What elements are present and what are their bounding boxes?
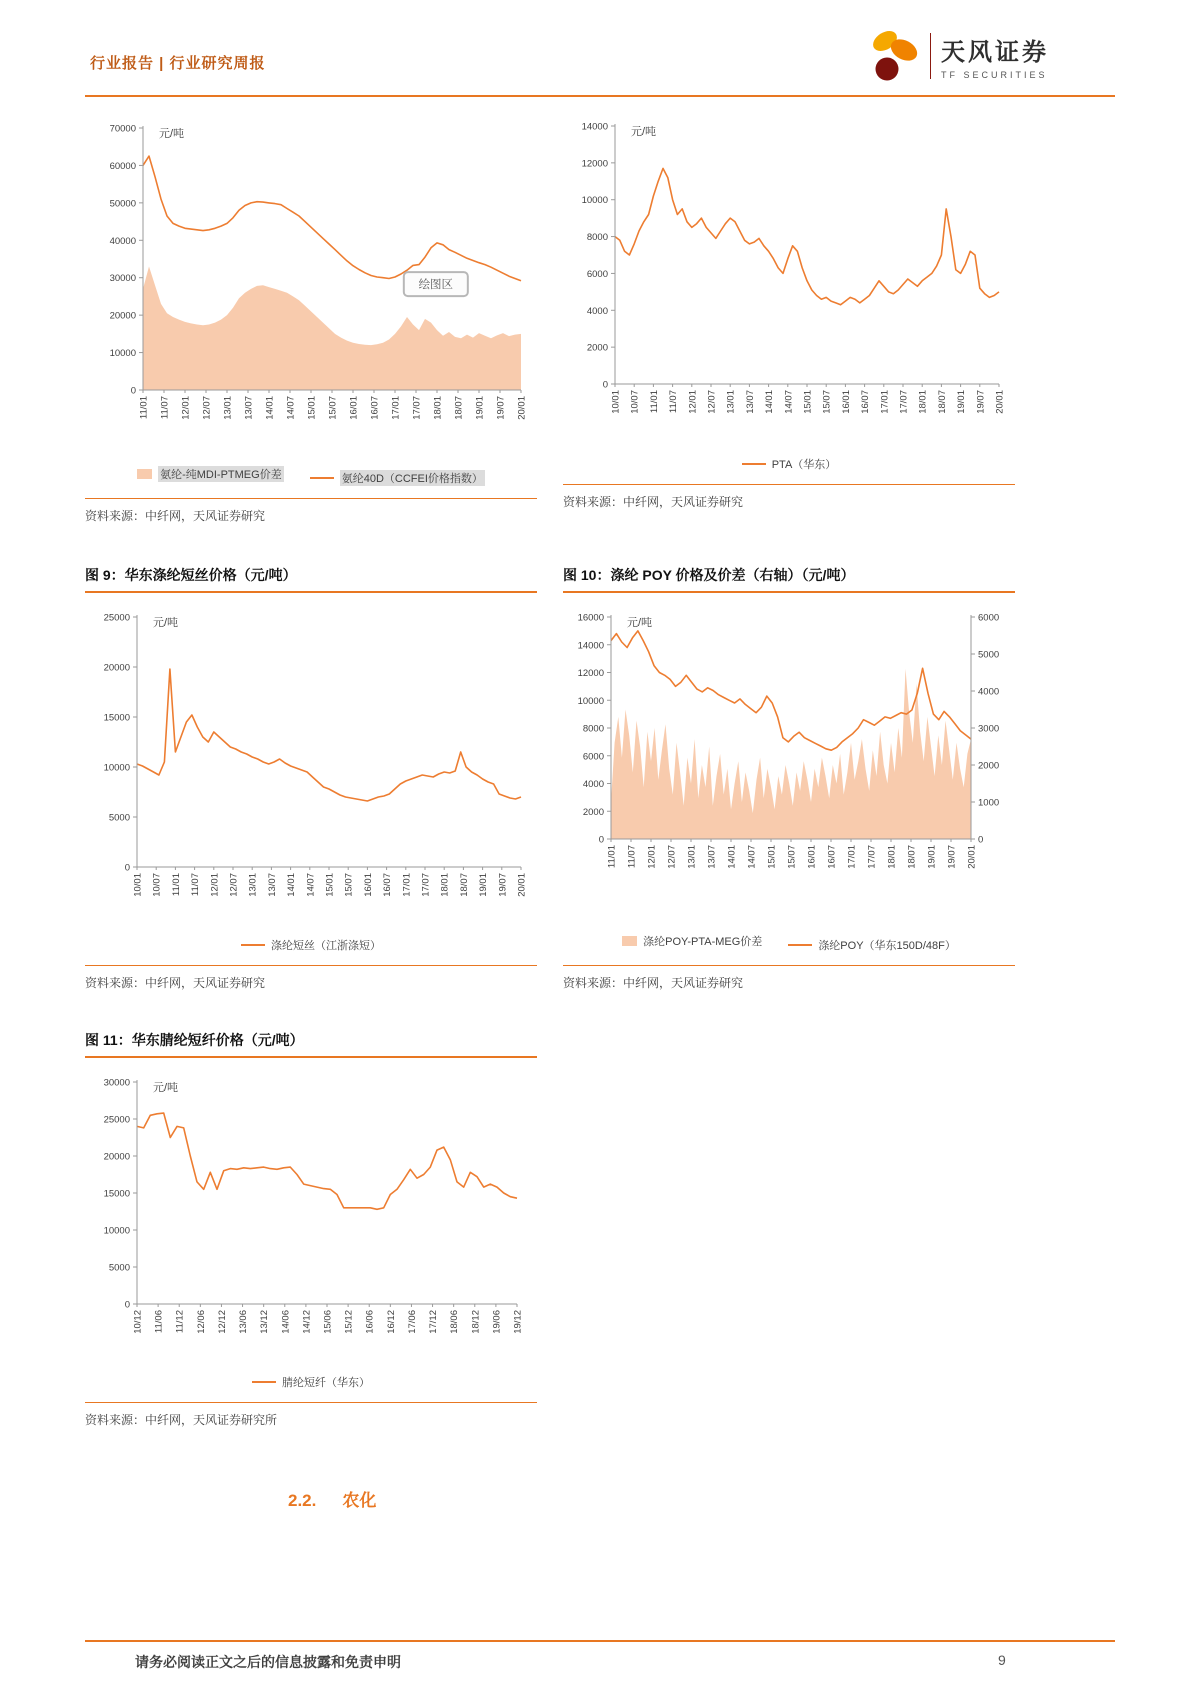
svg-text:18/07: 18/07 xyxy=(906,845,918,869)
legend-item xyxy=(788,937,956,953)
svg-text:16/07: 16/07 xyxy=(382,873,394,897)
svg-text:15/01: 15/01 xyxy=(766,845,778,869)
svg-text:17/01: 17/01 xyxy=(846,845,858,869)
svg-text:3000: 3000 xyxy=(978,723,1000,735)
legend-item xyxy=(622,933,762,949)
svg-text:20/01: 20/01 xyxy=(994,390,1006,414)
svg-text:11/07: 11/07 xyxy=(626,845,638,869)
svg-text:5000: 5000 xyxy=(978,649,1000,661)
svg-text:元/吨: 元/吨 xyxy=(153,1082,179,1094)
svg-text:14/01: 14/01 xyxy=(764,390,776,414)
svg-text:18/12: 18/12 xyxy=(470,1310,482,1334)
legend xyxy=(563,933,1015,953)
svg-text:12/07: 12/07 xyxy=(706,390,718,414)
svg-text:8000: 8000 xyxy=(586,232,608,244)
svg-text:11/12: 11/12 xyxy=(174,1310,186,1334)
svg-text:14/07: 14/07 xyxy=(746,845,758,869)
svg-text:19/12: 19/12 xyxy=(512,1310,524,1334)
svg-text:18/01: 18/01 xyxy=(886,845,898,869)
legend-label: 涤纶短丝（江浙涤短） xyxy=(271,940,381,952)
svg-text:16/07: 16/07 xyxy=(369,396,381,420)
footer-rule xyxy=(85,1640,1115,1642)
source-note: 资料来源：中纤网，天风证券研究所 xyxy=(85,1413,278,1427)
svg-text:1000: 1000 xyxy=(978,797,1000,809)
poy-price-spread-chart xyxy=(563,601,1015,931)
pta-price-chart xyxy=(563,110,1015,450)
svg-text:17/01: 17/01 xyxy=(390,396,402,420)
svg-text:4000: 4000 xyxy=(582,779,604,790)
svg-text:15/01: 15/01 xyxy=(324,873,336,897)
svg-text:12/07: 12/07 xyxy=(201,396,213,420)
svg-text:13/07: 13/07 xyxy=(266,873,278,897)
report-breadcrumb: 行业报告 | 行业研究周报 xyxy=(90,55,266,72)
svg-text:20/01: 20/01 xyxy=(516,396,528,420)
svg-text:12/07: 12/07 xyxy=(666,845,678,869)
svg-text:16/01: 16/01 xyxy=(806,845,818,869)
header-rule xyxy=(85,95,1115,97)
legend-label: 涤纶POY-PTA-MEG价差 xyxy=(643,936,763,948)
svg-text:19/07: 19/07 xyxy=(497,873,509,897)
legend xyxy=(563,452,1015,472)
svg-text:13/01: 13/01 xyxy=(222,396,234,420)
svg-text:19/07: 19/07 xyxy=(495,396,507,420)
figure-title: 图 11：华东腈纶短纤价格（元/吨） xyxy=(85,1032,304,1048)
svg-text:18/06: 18/06 xyxy=(449,1310,461,1334)
svg-text:13/01: 13/01 xyxy=(247,873,259,897)
legend-label: PTA（华东） xyxy=(771,459,837,471)
figure-title: 图 9：华东涤纶短丝价格（元/吨） xyxy=(85,567,297,583)
svg-text:18/01: 18/01 xyxy=(917,390,929,414)
svg-text:11/01: 11/01 xyxy=(170,873,182,897)
svg-text:10000: 10000 xyxy=(103,762,130,774)
svg-text:19/01: 19/01 xyxy=(956,390,968,414)
svg-text:5000: 5000 xyxy=(108,1262,130,1274)
svg-text:0: 0 xyxy=(124,1299,130,1311)
svg-text:11/01: 11/01 xyxy=(606,845,618,869)
svg-text:60000: 60000 xyxy=(109,160,136,172)
spandex-price-chart xyxy=(85,112,537,464)
svg-text:30000: 30000 xyxy=(109,273,136,285)
svg-text:4000: 4000 xyxy=(978,686,1000,698)
source-note: 资料来源：中纤网，天风证券研究 xyxy=(563,495,744,509)
svg-text:17/06: 17/06 xyxy=(406,1310,418,1334)
svg-text:17/07: 17/07 xyxy=(898,390,910,414)
brand-name: 天风证券 xyxy=(941,39,1049,66)
footer-disclaimer: 请务必阅读正文之后的信息披露和免责申明 xyxy=(135,1654,401,1670)
legend-item xyxy=(252,1374,370,1390)
svg-text:6000: 6000 xyxy=(978,612,1000,624)
svg-text:4000: 4000 xyxy=(586,305,608,317)
polyester-staple-chart xyxy=(85,601,537,931)
legend-item xyxy=(742,456,837,472)
svg-text:16000: 16000 xyxy=(577,612,604,624)
section-heading xyxy=(288,1486,376,1511)
chart-block-figure-10 xyxy=(563,565,1015,991)
svg-text:元/吨: 元/吨 xyxy=(159,128,185,140)
svg-text:10/07: 10/07 xyxy=(629,390,641,414)
svg-text:50000: 50000 xyxy=(109,198,136,210)
chart-block-spandex xyxy=(85,112,537,524)
svg-text:10000: 10000 xyxy=(103,1225,130,1237)
svg-text:16/06: 16/06 xyxy=(364,1310,376,1334)
svg-text:13/07: 13/07 xyxy=(744,390,756,414)
svg-text:14000: 14000 xyxy=(577,640,604,652)
brand-logo-icon xyxy=(866,28,920,84)
svg-text:0: 0 xyxy=(602,379,608,391)
brand-subtitle: TF SECURITIES xyxy=(941,70,1048,80)
svg-text:13/07: 13/07 xyxy=(243,396,255,420)
legend-label: 氨纶40D（CCFEI价格指数） xyxy=(340,470,485,486)
svg-text:2000: 2000 xyxy=(586,342,608,354)
svg-text:10/12: 10/12 xyxy=(132,1310,144,1334)
svg-text:16/01: 16/01 xyxy=(362,873,374,897)
area-swatch-icon xyxy=(137,469,152,479)
legend-label: 腈纶短纤（华东） xyxy=(282,1377,370,1389)
svg-text:14/01: 14/01 xyxy=(726,845,738,869)
legend xyxy=(85,933,537,953)
title-rule xyxy=(85,1056,537,1058)
svg-text:11/01: 11/01 xyxy=(648,390,660,414)
svg-text:19/07: 19/07 xyxy=(975,390,987,414)
svg-text:15/07: 15/07 xyxy=(327,396,339,420)
svg-text:2000: 2000 xyxy=(582,806,604,818)
chart-block-pta xyxy=(563,110,1015,510)
svg-text:0: 0 xyxy=(598,834,604,846)
chart-block-figure-9 xyxy=(85,565,537,991)
svg-text:18/07: 18/07 xyxy=(453,396,465,420)
svg-text:13/06: 13/06 xyxy=(238,1310,250,1334)
title-rule xyxy=(563,591,1015,593)
svg-text:12/06: 12/06 xyxy=(195,1310,207,1334)
svg-text:10000: 10000 xyxy=(577,695,604,707)
page-number: 9 xyxy=(998,1652,1006,1668)
source-note: 资料来源：中纤网，天风证券研究 xyxy=(563,976,744,990)
svg-text:14/06: 14/06 xyxy=(280,1310,292,1334)
legend-label: 涤纶POY（华东150D/48F） xyxy=(818,940,956,952)
legend-item xyxy=(241,937,381,953)
svg-text:元/吨: 元/吨 xyxy=(153,617,179,629)
svg-text:15/12: 15/12 xyxy=(343,1310,355,1334)
svg-text:16/07: 16/07 xyxy=(826,845,838,869)
svg-text:10000: 10000 xyxy=(581,195,608,207)
svg-text:2000: 2000 xyxy=(978,760,1000,772)
svg-text:20/01: 20/01 xyxy=(516,873,528,897)
svg-text:19/01: 19/01 xyxy=(926,845,938,869)
svg-text:20000: 20000 xyxy=(103,1151,130,1163)
svg-text:6000: 6000 xyxy=(582,751,604,763)
area-swatch-icon xyxy=(622,936,637,946)
acrylic-staple-chart xyxy=(85,1066,537,1368)
svg-text:8000: 8000 xyxy=(582,723,604,735)
svg-text:12000: 12000 xyxy=(581,158,608,170)
svg-text:18/07: 18/07 xyxy=(936,390,948,414)
svg-text:15/07: 15/07 xyxy=(821,390,833,414)
svg-text:19/06: 19/06 xyxy=(491,1310,503,1334)
legend xyxy=(85,466,537,486)
svg-text:15000: 15000 xyxy=(103,1188,130,1200)
svg-text:19/07: 19/07 xyxy=(946,845,958,869)
svg-text:30000: 30000 xyxy=(103,1077,130,1089)
svg-text:40000: 40000 xyxy=(109,235,136,247)
svg-text:13/12: 13/12 xyxy=(259,1310,271,1334)
svg-text:0: 0 xyxy=(124,862,130,874)
brand-logo xyxy=(866,28,1049,84)
svg-text:15/06: 15/06 xyxy=(322,1310,334,1334)
chart-block-figure-11 xyxy=(85,1030,537,1428)
line-swatch-icon xyxy=(788,944,812,946)
source-note: 资料来源：中纤网，天风证券研究 xyxy=(85,509,266,523)
title-rule xyxy=(85,591,537,593)
svg-text:11/07: 11/07 xyxy=(159,396,171,420)
svg-text:11/07: 11/07 xyxy=(668,390,680,414)
svg-text:12000: 12000 xyxy=(577,668,604,679)
line-swatch-icon xyxy=(252,1381,276,1383)
svg-text:绘图区: 绘图区 xyxy=(418,279,454,292)
section-number: 2.2. xyxy=(288,1491,317,1510)
svg-text:16/01: 16/01 xyxy=(840,390,852,414)
svg-text:20/01: 20/01 xyxy=(966,845,978,869)
svg-text:12/07: 12/07 xyxy=(228,873,240,897)
svg-text:18/01: 18/01 xyxy=(432,396,444,420)
svg-text:70000: 70000 xyxy=(109,123,136,135)
svg-text:13/01: 13/01 xyxy=(725,390,737,414)
svg-text:13/01: 13/01 xyxy=(686,845,698,869)
svg-text:10/01: 10/01 xyxy=(610,390,622,414)
svg-text:15000: 15000 xyxy=(103,712,130,724)
source-note: 资料来源：中纤网，天风证券研究 xyxy=(85,976,266,990)
svg-text:10/01: 10/01 xyxy=(132,873,144,897)
svg-text:0: 0 xyxy=(978,834,984,846)
svg-text:11/01: 11/01 xyxy=(138,396,150,420)
svg-text:17/12: 17/12 xyxy=(428,1310,440,1334)
svg-text:16/12: 16/12 xyxy=(385,1310,397,1334)
svg-text:12/01: 12/01 xyxy=(646,845,658,869)
figure-title: 图 10：涤纶 POY 价格及价差（右轴）（元/吨） xyxy=(563,567,855,583)
svg-text:17/07: 17/07 xyxy=(866,845,878,869)
svg-text:6000: 6000 xyxy=(586,268,608,280)
svg-text:25000: 25000 xyxy=(103,1114,130,1126)
svg-text:15/01: 15/01 xyxy=(802,390,814,414)
svg-text:15/07: 15/07 xyxy=(786,845,798,869)
svg-text:14/07: 14/07 xyxy=(783,390,795,414)
svg-text:12/01: 12/01 xyxy=(209,873,221,897)
line-swatch-icon xyxy=(310,477,334,479)
svg-text:14/01: 14/01 xyxy=(286,873,298,897)
svg-text:12/01: 12/01 xyxy=(180,396,192,420)
svg-text:15/01: 15/01 xyxy=(306,396,318,420)
svg-text:19/01: 19/01 xyxy=(474,396,486,420)
line-swatch-icon xyxy=(742,463,766,465)
svg-text:20000: 20000 xyxy=(103,662,130,674)
svg-text:0: 0 xyxy=(130,385,136,397)
svg-text:14/07: 14/07 xyxy=(285,396,297,420)
svg-text:15/07: 15/07 xyxy=(343,873,355,897)
svg-text:元/吨: 元/吨 xyxy=(631,126,657,138)
logo-divider xyxy=(930,33,931,79)
svg-text:17/07: 17/07 xyxy=(411,396,423,420)
svg-text:14/12: 14/12 xyxy=(301,1310,313,1334)
svg-text:13/07: 13/07 xyxy=(706,845,718,869)
svg-text:元/吨: 元/吨 xyxy=(627,617,653,629)
svg-text:16/01: 16/01 xyxy=(348,396,360,420)
svg-text:10/07: 10/07 xyxy=(151,873,163,897)
legend-item xyxy=(137,466,284,482)
svg-text:17/01: 17/01 xyxy=(879,390,891,414)
svg-text:11/07: 11/07 xyxy=(190,873,202,897)
line-swatch-icon xyxy=(241,944,265,946)
svg-text:12/12: 12/12 xyxy=(216,1310,228,1334)
svg-text:10000: 10000 xyxy=(109,348,136,360)
svg-text:18/01: 18/01 xyxy=(439,873,451,897)
svg-text:5000: 5000 xyxy=(108,812,130,824)
svg-text:14/01: 14/01 xyxy=(264,396,276,420)
svg-text:14/07: 14/07 xyxy=(305,873,317,897)
legend-item xyxy=(310,470,485,486)
legend-label: 氨纶-纯MDI-PTMEG价差 xyxy=(158,466,284,482)
legend xyxy=(85,1370,537,1390)
svg-text:19/01: 19/01 xyxy=(478,873,490,897)
svg-text:11/06: 11/06 xyxy=(153,1310,165,1334)
svg-text:16/07: 16/07 xyxy=(860,390,872,414)
svg-text:17/01: 17/01 xyxy=(401,873,413,897)
section-title: 农化 xyxy=(342,1491,377,1510)
svg-text:25000: 25000 xyxy=(103,612,130,624)
svg-text:17/07: 17/07 xyxy=(420,873,432,897)
svg-text:12/01: 12/01 xyxy=(687,390,699,414)
svg-text:14000: 14000 xyxy=(581,121,608,133)
svg-text:20000: 20000 xyxy=(109,310,136,322)
svg-text:18/07: 18/07 xyxy=(458,873,470,897)
